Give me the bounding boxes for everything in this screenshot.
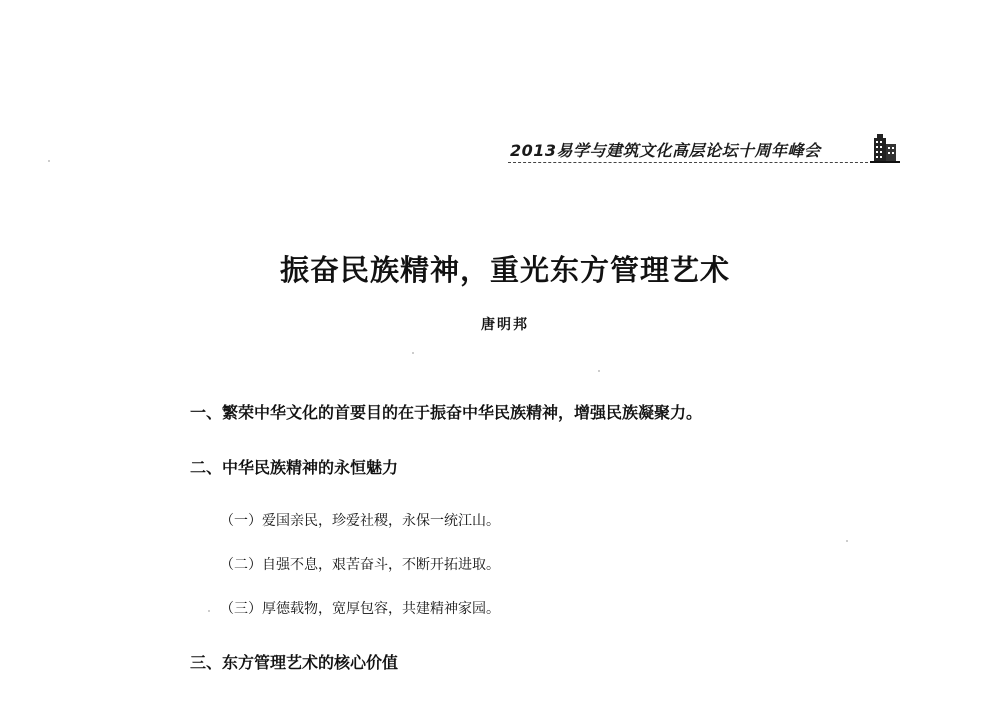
scan-speck [48, 160, 50, 162]
list-item: （一）爱国亲民，珍爱社稷，永保一统江山。 [220, 513, 500, 529]
section-heading-2: 二、中华民族精神的永恒魅力 [190, 458, 399, 477]
building-logo-icon [868, 132, 902, 164]
scan-speck [412, 352, 414, 354]
section-heading-1: 一、繁荣中华文化的首要目的在于振奋中华民族精神，增强民族凝聚力。 [190, 403, 703, 422]
page-title: 振奋民族精神，重光东方管理艺术 [279, 253, 730, 287]
scan-speck [208, 610, 210, 612]
header-dashed-rule [508, 162, 868, 163]
author-name: 唐明邦 [481, 317, 529, 333]
list-item: （三）厚德载物，宽厚包容，共建精神家园。 [220, 601, 500, 617]
section-heading-3: 三、东方管理艺术的核心价值 [190, 653, 399, 672]
conference-header [508, 132, 904, 168]
scan-speck [598, 370, 600, 372]
scan-speck [846, 540, 848, 542]
conference-header-text: 2013易学与建筑文化高层论坛十周年峰会 [510, 141, 821, 160]
list-item: （二）自强不息，艰苦奋斗，不断开拓进取。 [220, 557, 500, 573]
